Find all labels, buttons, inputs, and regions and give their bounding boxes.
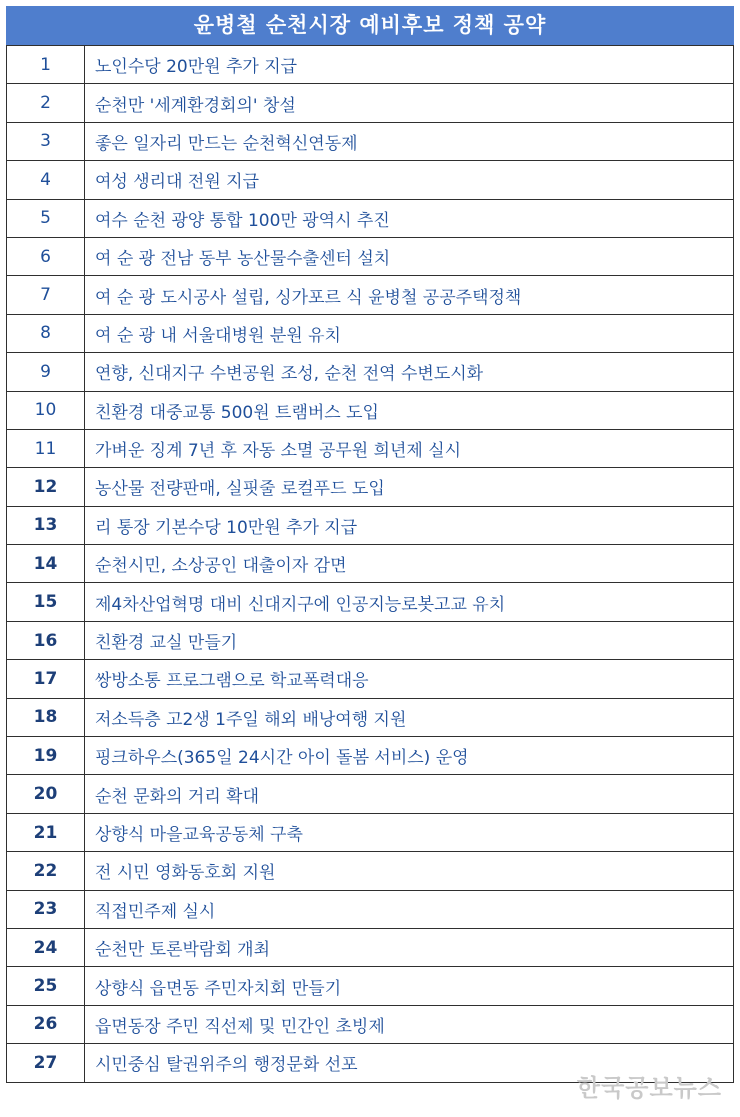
policy-text: 농산물 전량판매, 실핏줄 로컬푸드 도입	[85, 468, 734, 506]
policy-text: 여성 생리대 전원 지급	[85, 161, 734, 199]
table-row	[7, 314, 734, 352]
table-row	[7, 46, 734, 84]
policy-text: 순천 문화의 거리 확대	[85, 775, 734, 813]
row-number: 4	[7, 161, 85, 199]
policy-text: 여 순 광 내 서울대병원 분원 유치	[85, 314, 734, 352]
table-row	[7, 199, 734, 237]
policy-text: 직접민주제 실시	[85, 890, 734, 928]
table-row	[7, 583, 734, 621]
table-row	[7, 928, 734, 966]
row-number: 14	[7, 545, 85, 583]
row-number: 16	[7, 621, 85, 659]
policy-text: 순천만 '세계환경회의' 창설	[85, 84, 734, 122]
table-title: 윤병철 순천시장 예비후보 정책 공약	[6, 6, 734, 45]
table-row	[7, 621, 734, 659]
policy-table	[6, 45, 734, 1083]
table-row	[7, 1005, 734, 1043]
row-number: 7	[7, 276, 85, 314]
policy-text: 상향식 읍면동 주민자치회 만들기	[85, 967, 734, 1005]
policy-text: 노인수당 20만원 추가 지급	[85, 46, 734, 84]
policy-text: 제4차산업혁명 대비 신대지구에 인공지능로봇고교 유치	[85, 583, 734, 621]
table-row	[7, 391, 734, 429]
policy-text: 쌍방소통 프로그램으로 학교폭력대응	[85, 660, 734, 698]
policy-text: 여 순 광 도시공사 설립, 싱가포르 식 윤병철 공공주택정책	[85, 276, 734, 314]
row-number: 21	[7, 813, 85, 851]
row-number: 3	[7, 122, 85, 160]
policy-table-body	[7, 46, 734, 1083]
row-number: 24	[7, 928, 85, 966]
table-row	[7, 353, 734, 391]
table-row	[7, 545, 734, 583]
row-number: 19	[7, 737, 85, 775]
row-number: 6	[7, 237, 85, 275]
table-row	[7, 237, 734, 275]
policy-text: 친환경 교실 만들기	[85, 621, 734, 659]
table-row	[7, 429, 734, 467]
policy-text: 전 시민 영화동호회 지원	[85, 852, 734, 890]
table-row	[7, 890, 734, 928]
table-row	[7, 852, 734, 890]
row-number: 10	[7, 391, 85, 429]
policy-text: 상향식 마을교육공동체 구축	[85, 813, 734, 851]
policy-text: 읍면동장 주민 직선제 및 민간인 초빙제	[85, 1005, 734, 1043]
row-number: 5	[7, 199, 85, 237]
policy-text: 연향, 신대지구 수변공원 조성, 순천 전역 수변도시화	[85, 353, 734, 391]
table-row	[7, 468, 734, 506]
row-number: 26	[7, 1005, 85, 1043]
table-row	[7, 775, 734, 813]
table-row	[7, 660, 734, 698]
policy-text: 여수 순천 광양 통합 100만 광역시 추진	[85, 199, 734, 237]
policy-table-container	[6, 6, 734, 1083]
row-number: 13	[7, 506, 85, 544]
row-number: 20	[7, 775, 85, 813]
row-number: 18	[7, 698, 85, 736]
watermark-text: 한국공보뉴스	[576, 1074, 722, 1102]
row-number: 22	[7, 852, 85, 890]
table-row	[7, 698, 734, 736]
row-number: 27	[7, 1044, 85, 1082]
table-row	[7, 276, 734, 314]
row-number: 17	[7, 660, 85, 698]
table-row	[7, 84, 734, 122]
table-row	[7, 122, 734, 160]
row-number: 11	[7, 429, 85, 467]
table-row	[7, 506, 734, 544]
row-number: 12	[7, 468, 85, 506]
row-number: 25	[7, 967, 85, 1005]
policy-text: 시민중심 탈권위주의 행정문화 선포	[85, 1044, 734, 1082]
table-row	[7, 967, 734, 1005]
row-number: 23	[7, 890, 85, 928]
table-row	[7, 813, 734, 851]
row-number: 15	[7, 583, 85, 621]
policy-text: 저소득층 고2생 1주일 해외 배낭여행 지원	[85, 698, 734, 736]
policy-text: 리 통장 기본수당 10만원 추가 지급	[85, 506, 734, 544]
policy-text: 좋은 일자리 만드는 순천혁신연동제	[85, 122, 734, 160]
table-row	[7, 161, 734, 199]
policy-text: 순천만 토론박람회 개최	[85, 928, 734, 966]
policy-text: 핑크하우스(365일 24시간 아이 돌봄 서비스) 운영	[85, 737, 734, 775]
policy-text: 친환경 대중교통 500원 트램버스 도입	[85, 391, 734, 429]
policy-text: 가벼운 징계 7년 후 자동 소멸 공무원 희년제 실시	[85, 429, 734, 467]
policy-text: 여 순 광 전남 동부 농산물수출센터 설치	[85, 237, 734, 275]
policy-text: 순천시민, 소상공인 대출이자 감면	[85, 545, 734, 583]
table-row	[7, 737, 734, 775]
row-number: 8	[7, 314, 85, 352]
row-number: 1	[7, 46, 85, 84]
row-number: 2	[7, 84, 85, 122]
row-number: 9	[7, 353, 85, 391]
